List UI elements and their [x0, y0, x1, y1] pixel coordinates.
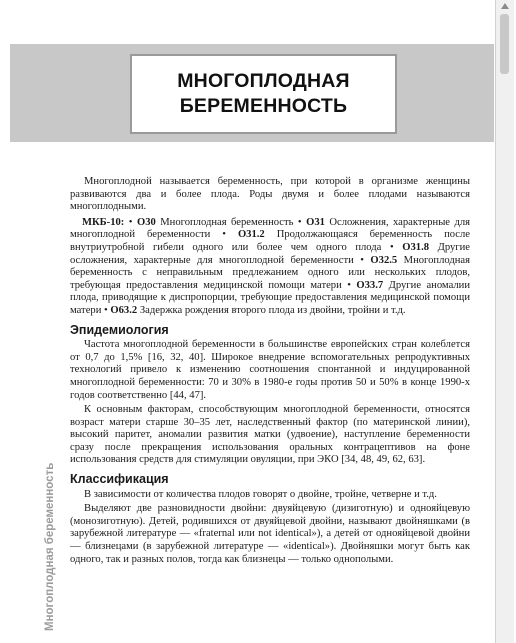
mkb-code: О31.8: [402, 241, 430, 253]
epidemiology-paragraph: Частота многоплодной беременности в большинстве европейских стран колеблется от 0,7 до 1,5% [16, 32, 40]. Широкое внедрение вспомогательных репродуктивных технологий привело к изменению соотношения спонтанной и индуцированной многоплодной беременности: 70 и 30% в 1980-е годы против 50 и 50% в конце 1990-х годов соответственно [44, 47].: [70, 339, 470, 401]
mkb-label: МКБ-10:: [82, 216, 125, 228]
mkb-text: Многоплодная беременность: [155, 216, 298, 228]
mkb-text: Многоплодная беременность с неправильным предлежанием одного или нескольких плодов, требующая предоставления медицинской помощи матери: [70, 254, 471, 291]
scroll-up-arrow-icon[interactable]: [501, 3, 509, 9]
epidemiology-paragraph: К основным факторам, способствующим многоплодной беременности, относятся возраст матери старше 30–35 лет, наследственный фактор (по материнской линии), высокий паритет, аномалии развития матки (удвоение), наступление беременности сразу после прекращения использования оральных контрацептивов на фоне использования средств для стимуляции овуляции, при ЭКО [34, 48, 49, 62, 63].: [70, 404, 470, 466]
title-line-2: БЕРЕМЕННОСТЬ: [179, 95, 348, 117]
bullet: •: [360, 254, 364, 266]
scroll-thumb[interactable]: [500, 14, 509, 74]
bullet: •: [347, 279, 351, 291]
intro-paragraph: Многоплодной называется беременность, при которой в организме женщины развиваются два и более плода. Роды двумя и более плодами называются многоплодными.: [70, 176, 470, 213]
mkb-text: Продолжающаяся беременность после внутриутробной гибели одного или более чем одного плода: [70, 229, 470, 253]
mkb-code: О31.2: [237, 229, 265, 241]
mkb-text: Задержка рождения второго плода из двойни, тройни и т.д.: [137, 304, 406, 316]
classification-paragraph: В зависимости от количества плодов говорят о двойне, тройне, четверне и т.д.: [84, 488, 437, 500]
classification-paragraph: Выделяют две разновидности двойни: двуяйцевую (дизиготную) и однояйцевую (монозиготную). Детей, родившихся от двуяйцевой двойни, называют двойняшками (в зарубежной литературе — «fraternal или not identical»), а детей от однояйцевой двойни — близнецами (в зарубежной литературе — «identical»). Двойняшки могут быть как одного, так и разных полов, тогда как близнецы — только однополыми.: [70, 503, 470, 565]
mkb-text: Другие аномалии плода, приводящие к диспропорции, требующие предоставления медицинской помощи матери: [70, 279, 470, 316]
page-body: [70, 176, 470, 566]
title-box: [130, 54, 397, 134]
bullet: •: [389, 241, 394, 253]
mkb-codes-paragraph: [70, 217, 470, 318]
mkb-code: О63.2: [110, 304, 138, 316]
scrollbar[interactable]: [495, 0, 514, 643]
bullet: •: [128, 216, 133, 228]
section-heading-epidemiology: Эпидемиология: [70, 322, 169, 337]
mkb-code: О32.5: [370, 254, 398, 266]
page-title: [177, 69, 350, 119]
mkb-code: О33.7: [356, 279, 384, 291]
mkb-text: Осложнения, характерные для многоплодной беременности: [70, 216, 471, 241]
title-line-1: МНОГОПЛОДНАЯ: [177, 70, 350, 92]
mkb-text: Другие осложнения, характерные для многоплодной беременности: [70, 241, 470, 266]
mkb-code: О31: [306, 216, 325, 228]
bullet: •: [104, 304, 108, 316]
section-heading-classification: Классификация: [70, 472, 169, 487]
bullet: •: [297, 216, 302, 228]
mkb-code: О30: [136, 216, 156, 228]
side-running-header: Многоплодная беременность: [44, 462, 56, 631]
bullet: •: [222, 229, 226, 241]
